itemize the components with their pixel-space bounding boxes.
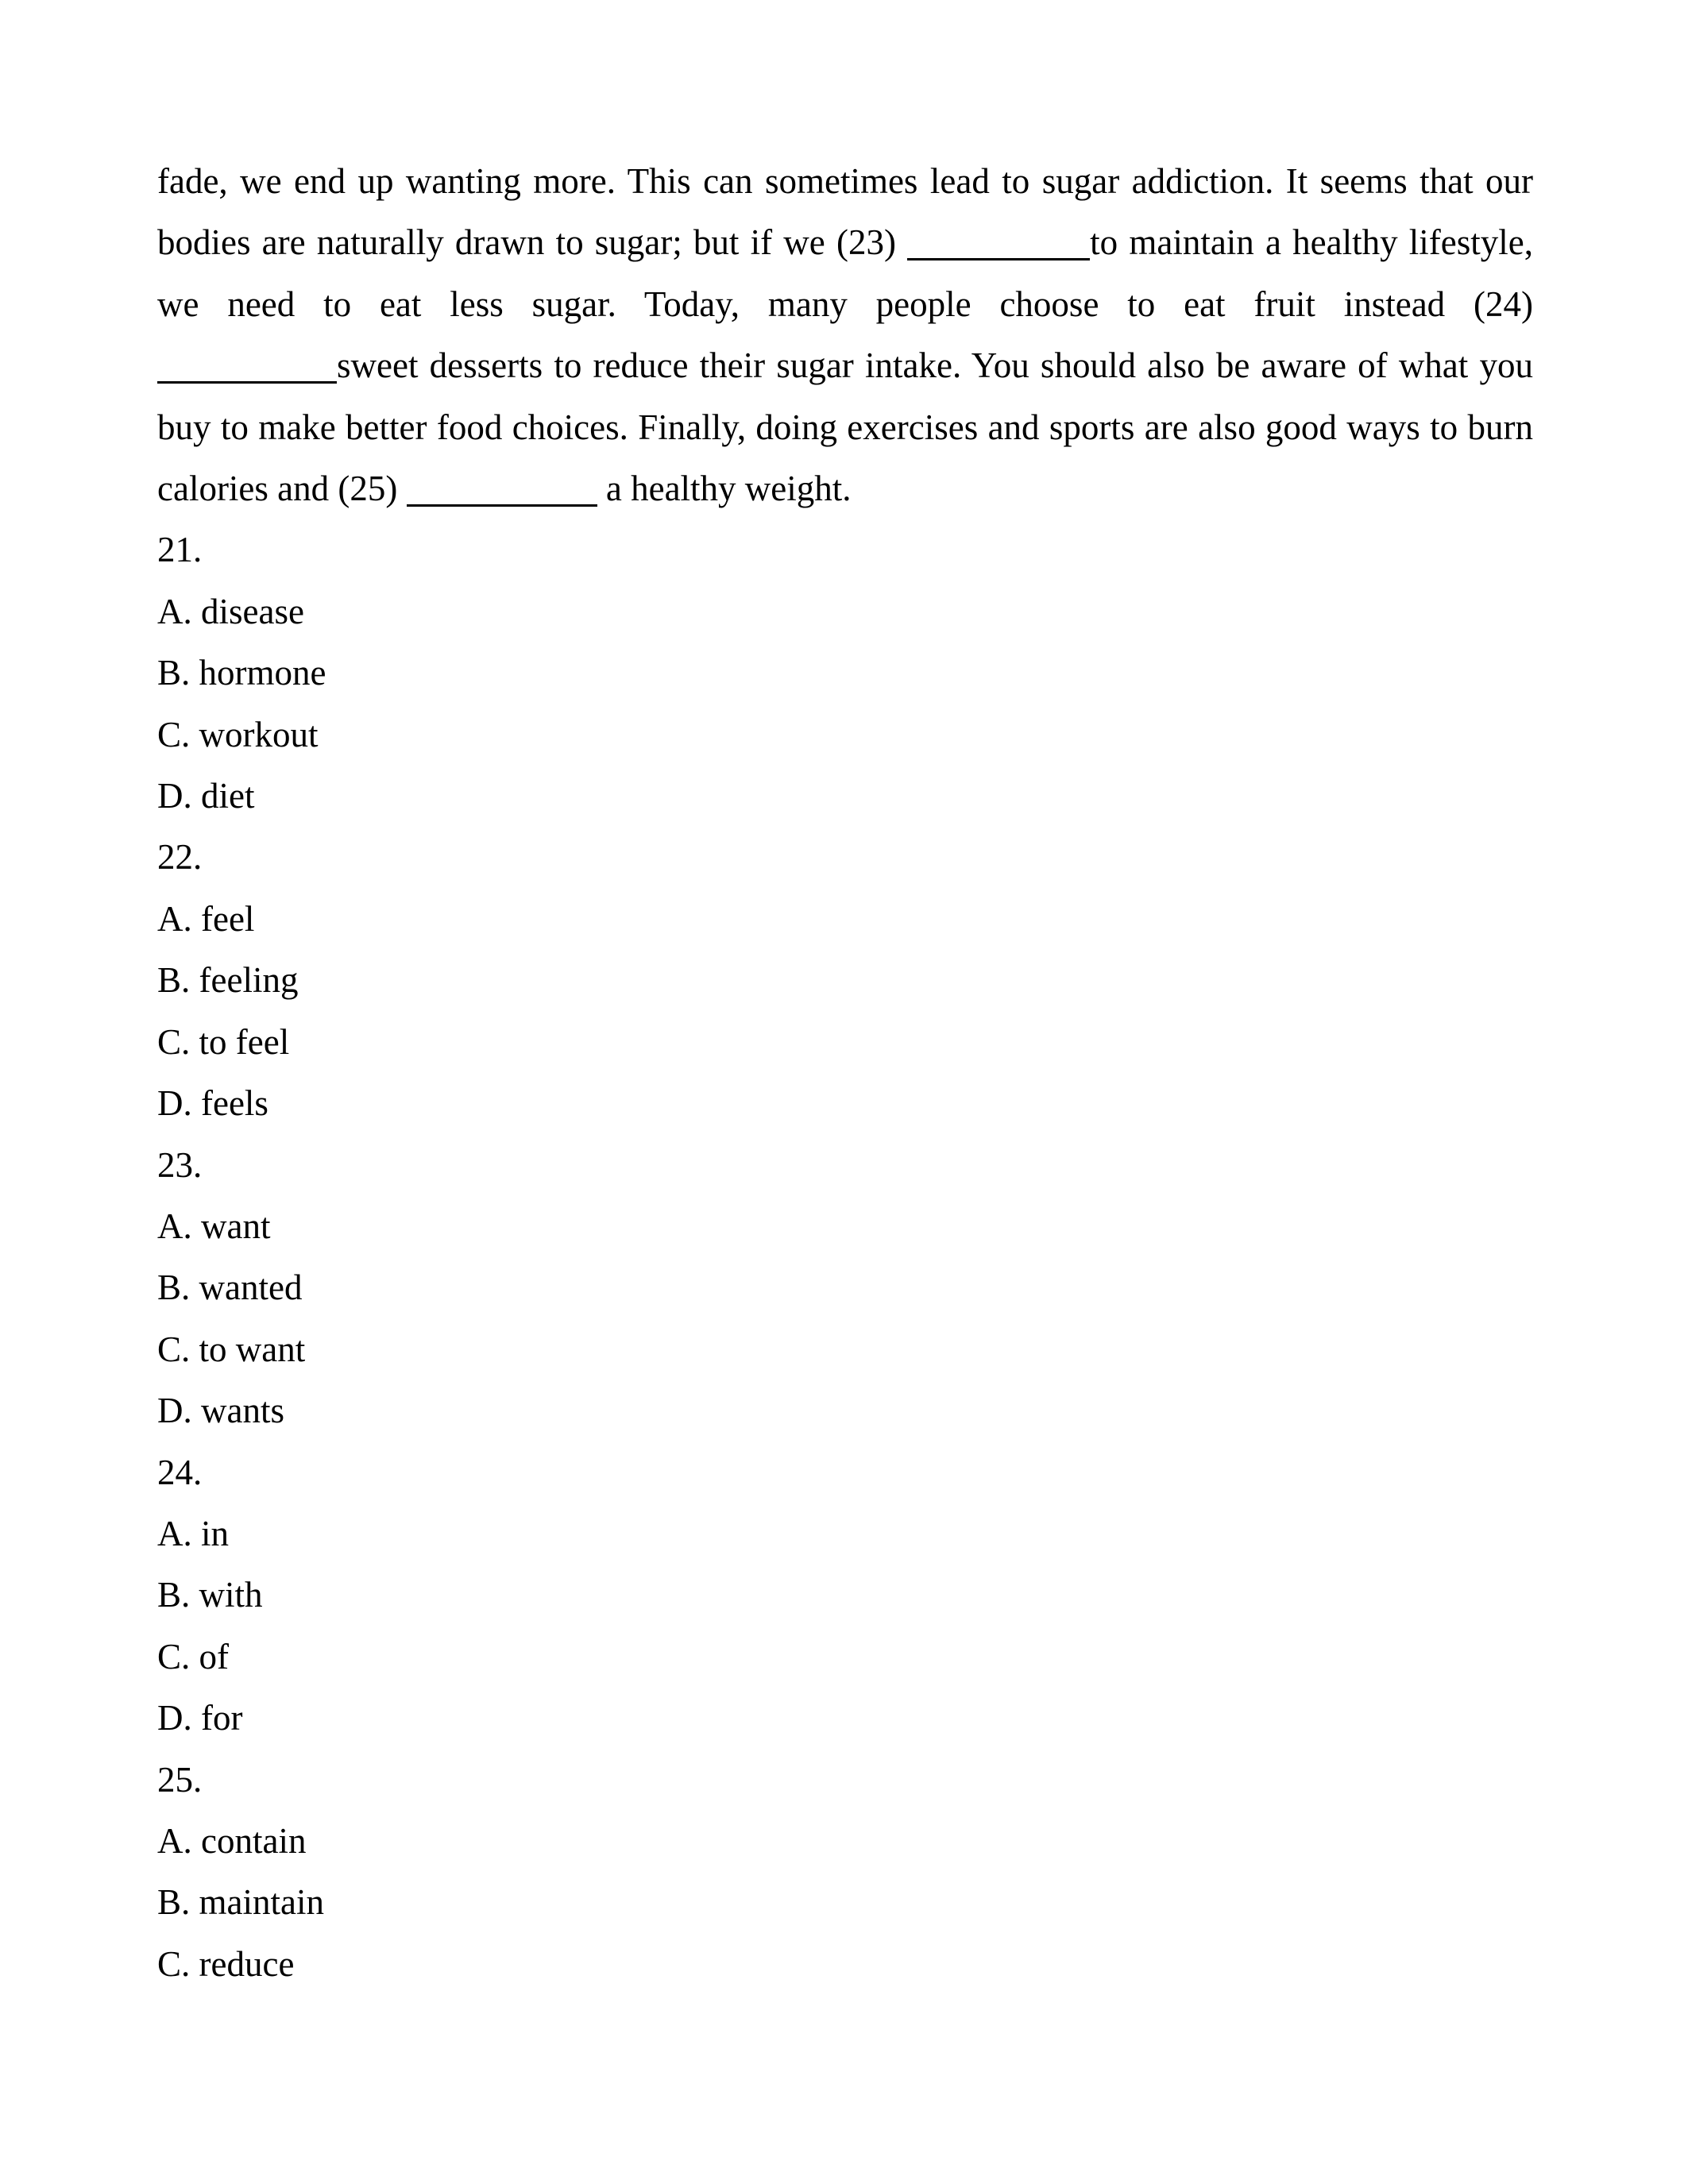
question-23-option-c: C. to want: [157, 1329, 306, 1369]
passage-text: to maintain a healthy lifestyle,: [1090, 222, 1534, 263]
question-23-number: 23.: [157, 1144, 203, 1185]
question-24-option-a: A. in: [157, 1513, 229, 1553]
question-24-option-d: D. for: [157, 1698, 243, 1738]
question-21-number: 21.: [157, 530, 203, 570]
question-22-option-c: C. to feel: [157, 1021, 290, 1062]
question-22-number: 22.: [157, 837, 203, 878]
passage-line-5: [157, 397, 1533, 458]
passage-line-2: [157, 212, 1533, 273]
question-21-option-c: C. workout: [157, 714, 319, 754]
question-23-option-a: A. want: [157, 1206, 271, 1246]
question-22-option-b: B. feeling: [157, 960, 299, 1001]
question-21-option-d: D. diet: [157, 776, 255, 816]
passage-line-4: [157, 335, 1533, 396]
question-22-option-d: D. feels: [157, 1083, 268, 1124]
passage-line-3: [157, 274, 1533, 335]
question-25-option-c: C. reduce: [157, 1943, 295, 1984]
question-24-option-c: C. of: [157, 1636, 229, 1677]
question-24-option-b: B. with: [157, 1575, 263, 1615]
question-22-option-a: A. feel: [157, 898, 255, 939]
passage-text: calories and (25): [157, 469, 398, 509]
passage-text: we need to eat less sugar. Today, many people choose to eat fruit instead (24): [157, 284, 1533, 324]
question-21-option-b: B. hormone: [157, 653, 326, 693]
question-21-option-a: A. disease: [157, 591, 304, 631]
passage-text: fade, we end up wanting more. This can sometimes lead to sugar addiction. It seems that our: [157, 161, 1533, 201]
passage-line-1: [157, 151, 1533, 212]
passage-line-6: [157, 458, 1533, 519]
question-23-option-b: B. wanted: [157, 1268, 303, 1308]
fill-blank-23: [907, 226, 1090, 260]
question-23-option-d: D. wants: [157, 1391, 284, 1431]
question-25-number: 25.: [157, 1759, 203, 1800]
question-25-option-b: B. maintain: [157, 1882, 324, 1923]
passage-text: a healthy weight.: [605, 469, 852, 509]
fill-blank-25: [407, 473, 597, 507]
passage-text: buy to make better food choices. Finally, doing exercises and sports are also good ways to burn: [157, 407, 1533, 447]
passage-text: sweet desserts to reduce their sugar intake. You should also be aware of what you: [337, 345, 1533, 386]
question-24-number: 24.: [157, 1452, 203, 1492]
fill-blank-24: [157, 349, 337, 384]
question-25-option-a: A. contain: [157, 1820, 307, 1861]
passage-text: bodies are naturally drawn to sugar; but if we (23): [157, 222, 896, 263]
